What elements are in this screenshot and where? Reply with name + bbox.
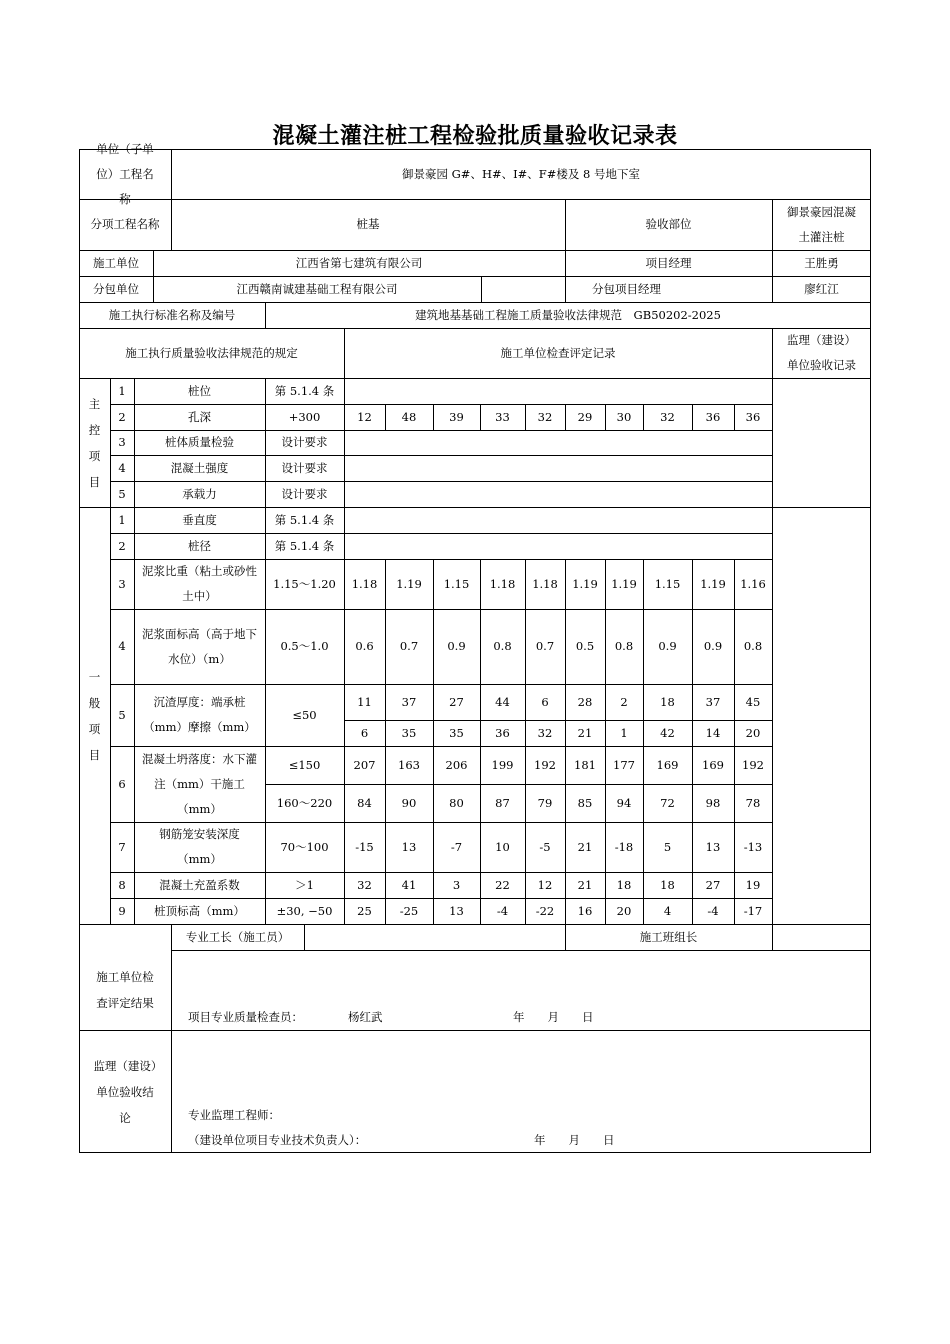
item-name: 桩顶标高（mm） [154, 903, 245, 918]
item-name: 承载力 [182, 486, 217, 501]
item-standard: ≤150 [288, 757, 321, 772]
grid-line [344, 481, 345, 507]
measured-value: 22 [495, 877, 510, 892]
supervisor-result-label: 监理（建设）单位验收结论 [93, 1058, 157, 1125]
item-name: 垂直度 [182, 512, 217, 527]
measured-value: 14 [705, 725, 721, 740]
measured-value: 27 [705, 877, 721, 892]
measured-value: 27 [449, 694, 464, 709]
item-name: 桩位 [188, 383, 211, 398]
item-number: 6 [118, 776, 126, 791]
grid-line [772, 872, 773, 898]
measured-value: 4 [663, 903, 672, 918]
item-name: 桩径 [188, 538, 211, 553]
measured-value: 6 [541, 694, 549, 709]
measured-value: 1 [620, 725, 628, 740]
supervisor-record-label: 监理（建设）单位验收记录 [787, 333, 856, 372]
grid-line [344, 430, 345, 455]
measured-value: 20 [616, 903, 632, 918]
item-standard: ＞1 [295, 877, 314, 892]
measured-value: 80 [449, 795, 464, 810]
subcontractor-label: 分包单位 [93, 281, 139, 296]
item-name: 钢筋笼安装深度（mm） [159, 827, 240, 866]
measured-value: 1.19 [396, 576, 422, 591]
item-name: 泥浆比重（粘土或砂性土中） [142, 564, 257, 603]
measured-value: 18 [660, 694, 675, 709]
measured-value: 84 [357, 795, 372, 810]
measured-value: 0.8 [493, 639, 512, 653]
item-standard: 第 5.1.4 条 [274, 383, 335, 398]
contractor-result-label: 施工单位检查评定结果 [96, 970, 154, 1010]
item-number: 1 [118, 383, 126, 398]
sub-pm-label: 分包项目经理 [592, 281, 661, 296]
measured-value: 42 [660, 725, 675, 740]
item-standard: 1.15～1.20 [273, 576, 336, 591]
grid-line [772, 924, 773, 950]
measured-value: 0.9 [658, 639, 677, 653]
unit-value: 御景豪园 G#、H#、I#、F#楼及 8 号地下室 [401, 166, 641, 181]
measured-value: 87 [495, 795, 510, 810]
item-number: 4 [118, 639, 126, 653]
spec-label: 施工执行质量验收法律规范的规定 [125, 345, 298, 360]
measured-value: 11 [357, 694, 372, 709]
measured-value: 48 [401, 409, 417, 424]
item-name: 孔深 [188, 409, 211, 424]
measured-value: -25 [399, 903, 419, 918]
supervision-date: 年 月 日 [534, 1132, 615, 1147]
inspector-name: 杨红武 [348, 1009, 383, 1024]
measured-value: 181 [574, 757, 596, 772]
item-number: 3 [118, 576, 126, 591]
measured-value: 21 [577, 839, 593, 854]
measured-value: 0.7 [399, 639, 419, 653]
item-name: 混凝土坍落度：水下灌注（mm）干施工（mm） [142, 751, 257, 816]
measured-value: 1.18 [532, 576, 558, 591]
measured-value: 12 [537, 877, 553, 892]
item-standard: ≤50 [292, 707, 317, 722]
measured-value: 45 [745, 694, 761, 709]
measured-value: -4 [496, 903, 509, 918]
item-number: 2 [118, 538, 126, 553]
measured-value: 10 [495, 839, 510, 854]
item-number: 5 [118, 707, 126, 722]
measured-value: 2 [620, 694, 628, 709]
item-name: 混凝土充盈系数 [159, 877, 240, 892]
grid-line [171, 950, 871, 951]
check-label: 施工单位检查评定记录 [500, 345, 616, 360]
measured-value: 19 [745, 877, 761, 892]
measured-value: 21 [577, 877, 593, 892]
grid-line [772, 684, 773, 746]
measured-value: 78 [745, 795, 761, 810]
measured-value: 192 [534, 757, 556, 772]
measured-value: 0.9 [447, 639, 466, 653]
measured-value: 39 [449, 409, 464, 424]
measured-value: 13 [449, 903, 464, 918]
measured-value: 16 [577, 903, 593, 918]
measured-value: 1.15 [443, 576, 470, 591]
item-name: 桩体质量检验 [165, 435, 234, 449]
grid-line [772, 898, 773, 924]
grid-line [772, 609, 773, 684]
owner-tech-label: （建设单位项目专业技术负责人）： [188, 1132, 367, 1147]
measured-value: 41 [401, 877, 417, 892]
team-leader-label: 施工班组长 [639, 929, 698, 944]
item-number: 1 [118, 512, 126, 527]
item-number: 9 [118, 903, 126, 918]
accept-part-value: 御景豪园混凝土灌注桩 [787, 204, 856, 244]
measured-value: 90 [401, 795, 417, 810]
measured-value: 37 [705, 694, 721, 709]
pm-value: 王胜勇 [804, 255, 839, 270]
item-name: 泥浆面标高（高于地下水位）（m） [142, 626, 257, 666]
measured-value: 28 [577, 694, 593, 709]
measured-value: 177 [613, 757, 635, 772]
measured-value: 35 [401, 725, 417, 740]
measured-value: 1.18 [489, 576, 516, 591]
measured-value: -13 [743, 839, 763, 854]
item-standard: 第 5.1.4 条 [274, 512, 335, 527]
measured-value: -15 [355, 839, 374, 854]
item-standard: 设计要求 [281, 486, 328, 501]
measured-value: 207 [353, 757, 376, 772]
measured-value: 25 [357, 903, 372, 918]
measured-value: 199 [491, 757, 514, 772]
grid-line [772, 559, 773, 609]
item-standard: ±30, −50 [276, 903, 333, 918]
measured-value: 44 [495, 694, 510, 709]
measured-value: 37 [401, 694, 417, 709]
grid-line [344, 533, 345, 559]
measured-value: 163 [398, 757, 420, 772]
general-items-group-label: 一般项目 [88, 669, 101, 762]
item-number: 5 [118, 486, 126, 501]
measured-value: 20 [745, 725, 761, 740]
measured-value: 18 [660, 877, 675, 892]
grid-line [304, 924, 305, 950]
item-name: 沉渣厚度：端承桩（mm）摩擦（mm） [143, 695, 256, 734]
measured-value: 32 [357, 877, 372, 892]
measured-value: 0.5 [575, 639, 595, 653]
pm-label: 项目经理 [645, 255, 692, 270]
measured-value: 36 [705, 409, 721, 424]
measured-value: 3 [452, 877, 461, 892]
measured-value: 13 [705, 839, 721, 854]
subcontractor-value: 江西赣南诚建基础工程有限公司 [236, 281, 398, 296]
measured-value: 98 [705, 795, 721, 810]
main-items-group-label: 主控项目 [88, 396, 101, 489]
measured-value: 1.19 [611, 576, 637, 591]
measured-value: -22 [535, 903, 555, 918]
measured-value: -18 [614, 839, 634, 854]
document-title: 混凝土灌注桩工程检验批质量验收记录表 [272, 124, 678, 149]
grid-line [772, 404, 773, 430]
measured-value: 1.15 [654, 576, 681, 591]
item-number: 8 [118, 877, 126, 892]
measured-value: 29 [577, 409, 593, 424]
item-number: 7 [118, 839, 126, 854]
measured-value: 94 [616, 795, 632, 810]
inspection-date: 年 月 日 [513, 1009, 594, 1024]
measured-value: 36 [745, 409, 761, 424]
measured-value: 1.19 [572, 576, 598, 591]
measured-value: 35 [449, 725, 464, 740]
standard-label: 施工执行标准名称及编号 [108, 307, 236, 322]
contractor-value: 江西省第七建筑有限公司 [295, 255, 423, 270]
measured-value: -7 [450, 839, 463, 854]
subproject-value: 桩基 [356, 217, 380, 231]
measured-value: 206 [445, 757, 468, 772]
item-standard: 设计要求 [281, 460, 328, 475]
measured-value: 0.8 [614, 639, 634, 653]
measured-value: 18 [616, 877, 632, 892]
sub-pm-value: 廖红江 [804, 281, 839, 296]
measured-value: 72 [660, 795, 675, 810]
contractor-label: 施工单位 [93, 255, 139, 270]
standard-value: 建筑地基基础工程施工质量验收法律规范 GB50202-2025 [415, 307, 721, 322]
accept-part-label: 验收部位 [645, 217, 692, 231]
grid-line [344, 455, 345, 481]
measured-value: -4 [707, 903, 719, 918]
measured-value: 30 [616, 409, 632, 424]
unit-label: 单位（子单位）工程名称 [96, 141, 154, 206]
measured-value: 0.8 [743, 639, 763, 653]
item-standard: 设计要求 [281, 435, 328, 449]
grid-line [772, 746, 773, 822]
item-standard: 70～100 [280, 839, 329, 854]
measured-value: 12 [357, 409, 372, 424]
measured-value: 1.16 [740, 576, 766, 591]
item-number: 2 [118, 409, 126, 424]
item-standard: +300 [288, 409, 321, 424]
measured-value: 32 [537, 725, 553, 740]
measured-value: 36 [495, 725, 510, 740]
measured-value: 0.7 [535, 639, 555, 653]
measured-value: 1.18 [351, 576, 378, 591]
item-standard: 0.5～1.0 [280, 639, 329, 653]
grid-line [772, 822, 773, 872]
measured-value: 5 [663, 839, 672, 854]
inspector-label: 项目专业质量检查员： [188, 1009, 303, 1024]
measured-value: 32 [537, 409, 553, 424]
measured-value: 192 [742, 757, 764, 772]
item-standard: 第 5.1.4 条 [274, 538, 335, 553]
measured-value: 0.6 [355, 639, 374, 653]
supervising-engineer-label: 专业监理工程师： [188, 1107, 280, 1122]
measured-value: 169 [656, 757, 679, 772]
measured-value: 85 [577, 795, 593, 810]
grid-line [171, 924, 172, 1153]
measured-value: -5 [539, 839, 551, 854]
item-name: 混凝土强度 [170, 460, 229, 475]
foreman-label: 专业工长（施工员） [185, 929, 290, 944]
measured-value: 33 [495, 409, 510, 424]
grid-line [79, 1030, 871, 1031]
item-number: 4 [118, 460, 126, 475]
item-number: 3 [118, 435, 126, 449]
grid-line [772, 378, 773, 507]
measured-value: 79 [537, 795, 553, 810]
measured-value: -17 [743, 903, 763, 918]
measured-value: 0.9 [703, 639, 723, 653]
measured-value: 21 [577, 725, 593, 740]
item-standard: 160～220 [276, 795, 333, 810]
grid-line [344, 378, 345, 404]
measured-value: 6 [360, 725, 369, 740]
measured-value: 32 [660, 409, 675, 424]
measured-value: 1.19 [700, 576, 726, 591]
grid-line [344, 507, 345, 533]
measured-value: 169 [702, 757, 724, 772]
measured-value: 13 [401, 839, 417, 854]
subproject-label: 分项工程名称 [90, 217, 160, 231]
